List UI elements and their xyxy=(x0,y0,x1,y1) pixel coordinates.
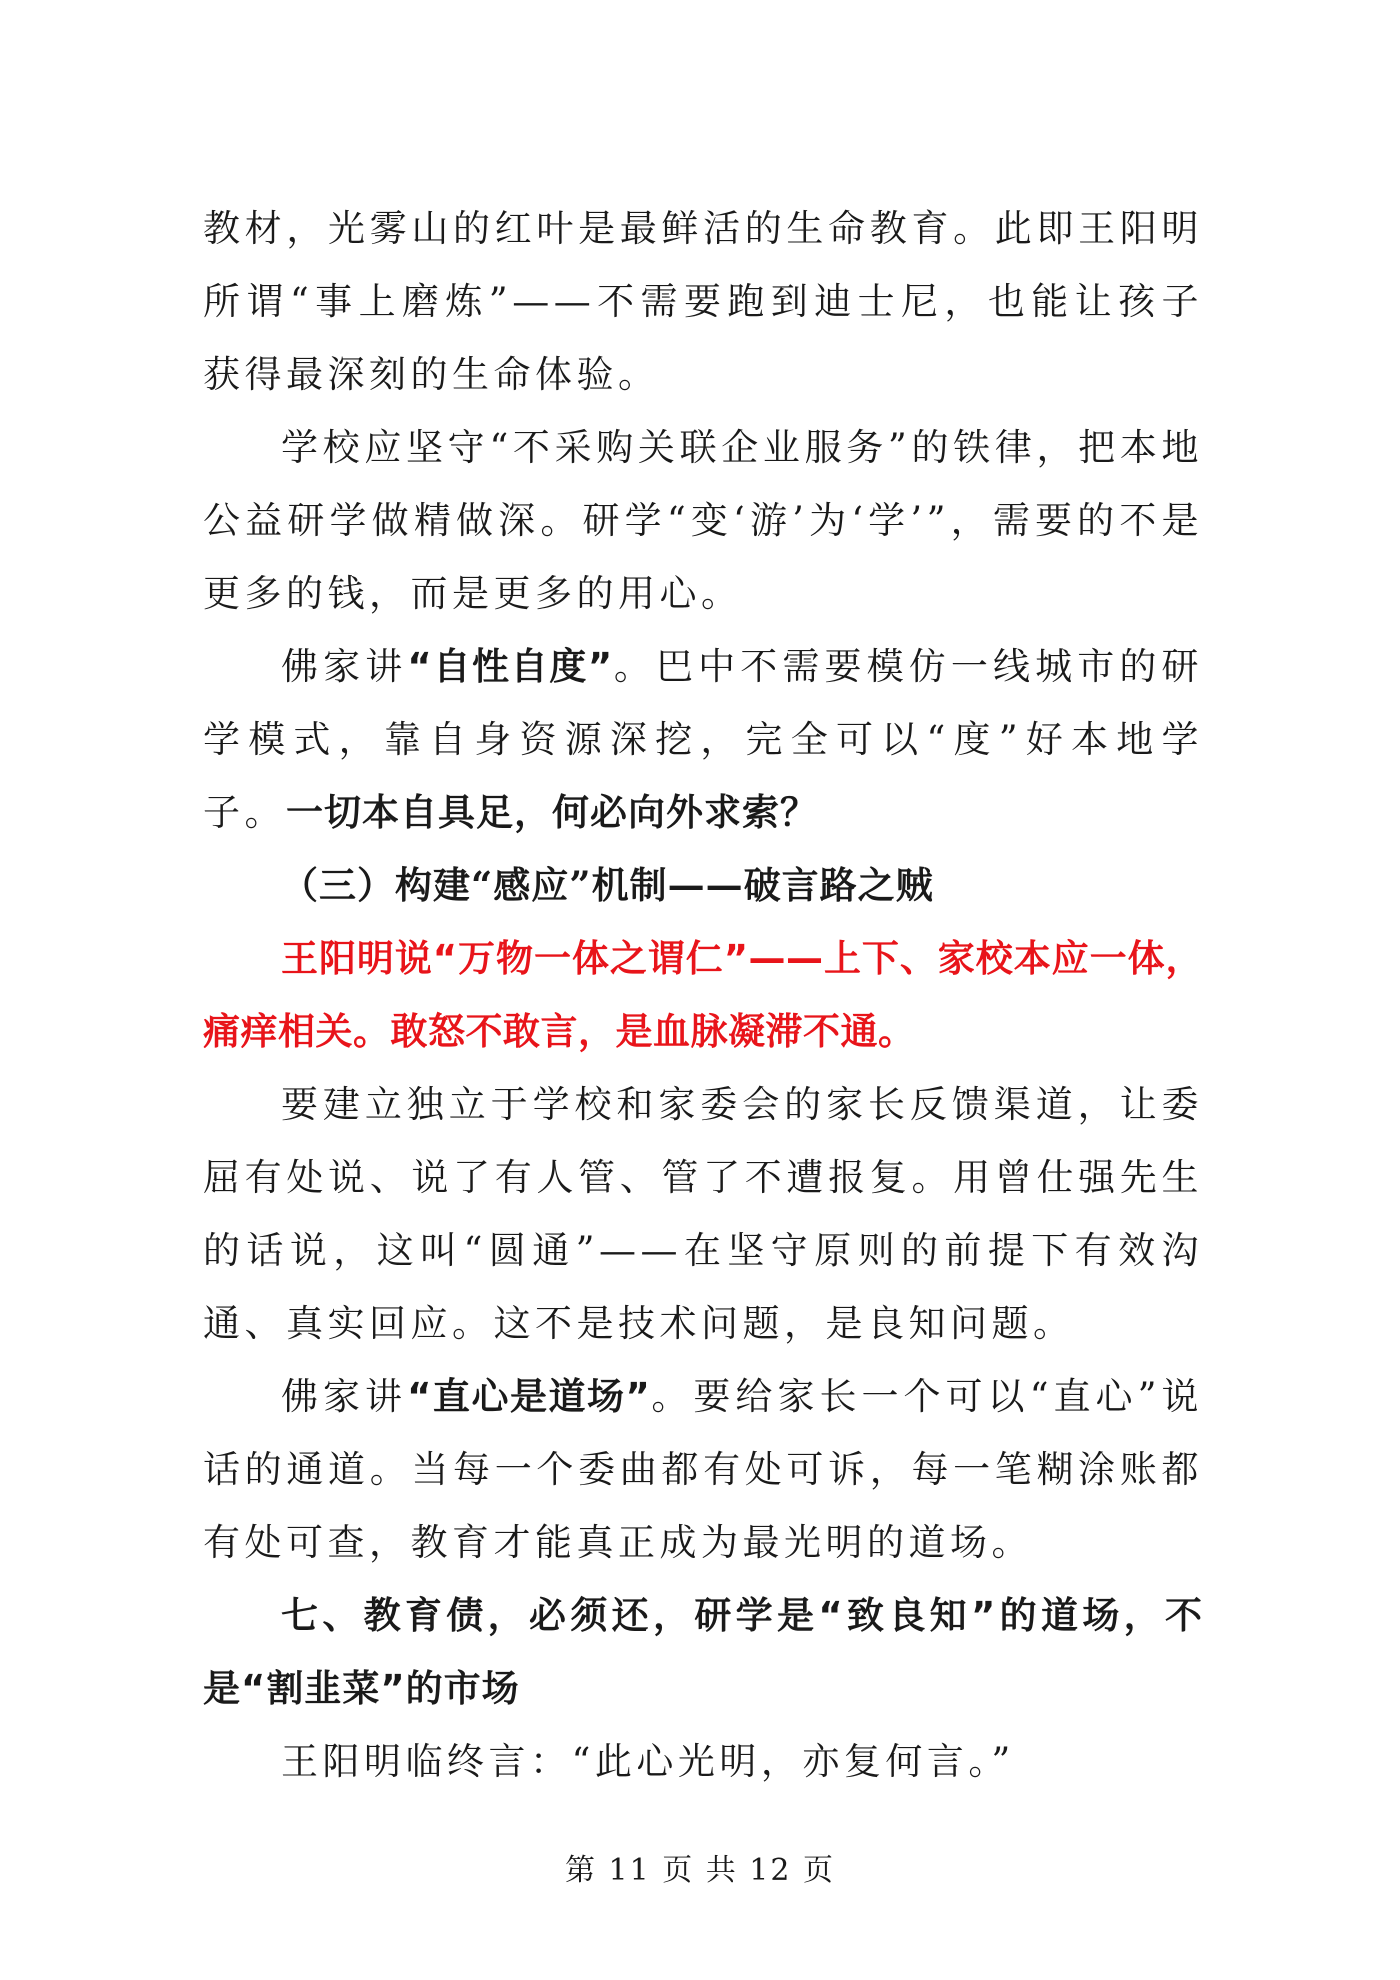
paragraph-self-nature xyxy=(203,630,1203,849)
bold-phrase: “自性自度” xyxy=(407,645,614,688)
bold-phrase: “直心是道场” xyxy=(407,1375,651,1418)
text-run: 。要给家长一个可以“直心”说话的通道。当每一个委曲都有处可诉，每一笔糊涂账都有处可查，教育才能真正成为最光明的道场。 xyxy=(203,1375,1204,1564)
text-run: 佛家讲 xyxy=(281,1375,408,1418)
text-run: 佛家讲 xyxy=(281,645,408,688)
subheading-three: （三）构建“感应”机制——破言路之贼 xyxy=(281,863,934,907)
paragraph-guangwushan: 教材，光雾山的红叶是最鲜活的生命教育。此即王阳明所谓“事上磨炼”——不需要跑到迪士尼，也能让孩子获得最深刻的生命体验。 xyxy=(203,207,1203,396)
text-run: 。巴中不需要模仿一线城市的研学模式，靠自身资源深挖，完全可以“度”好本地学子。 xyxy=(203,645,1204,834)
paragraph-final-words: 王阳明临终言：“此心光明，亦复何言。” xyxy=(281,1740,1015,1783)
highlight-quote: 王阳明说“万物一体之谓仁”——上下、家校本应一体，痛痒相关。敢怒不敢言，是血脉凝滞不通。 xyxy=(203,937,1203,1053)
paragraph-straight-heart xyxy=(203,1360,1203,1579)
paragraph-feedback-channel: 要建立独立于学校和家委会的家长反馈渠道，让委屈有处说、说了有人管、管了不遭报复。用曾仕强先生的话说，这叫“圆通”——在坚守原则的前提下有效沟通、真实回应。这不是技术问题，是良知问题。 xyxy=(203,1083,1203,1345)
paragraph-school-principle: 学校应坚守“不采购关联企业服务”的铁律，把本地公益研学做精做深。研学“变‘游’为‘学’”，需要的不是更多的钱，而是更多的用心。 xyxy=(203,426,1203,615)
page-body xyxy=(203,192,1203,1798)
page-number-footer: 第 11 页 共 12 页 xyxy=(564,1853,836,1888)
section-heading-seven: 七、教育债，必须还，研学是“致良知”的道场，不是“割韭菜”的市场 xyxy=(203,1594,1203,1710)
bold-phrase: 一切本自具足，何必向外求索？ xyxy=(286,791,818,834)
